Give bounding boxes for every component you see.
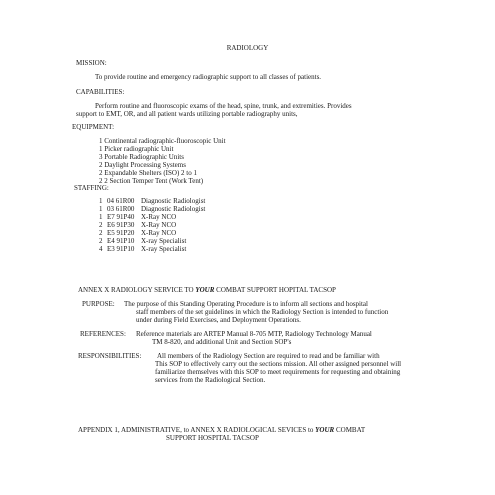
purpose-line-2: staff members of the set guidelines in which the Radiology Section is intended to function xyxy=(136,308,389,316)
equipment-item: 1 Picker radiographic Unit xyxy=(99,145,174,153)
mission-heading: MISSION: xyxy=(76,59,107,67)
purpose-line-3: under during Field Exercises, and Deployment Operations. xyxy=(136,316,301,324)
staffing-qty: 2 xyxy=(99,229,103,237)
staffing-role: X-ray Specialist xyxy=(141,245,187,253)
appendix-post: COMBAT xyxy=(334,426,366,434)
references-line-1: Reference materials are ARTEP Manual 8-705 MTP, Radiology Technology Manual xyxy=(136,330,372,338)
staffing-role: Diagnostic Radiologist xyxy=(141,197,206,205)
staffing-role: X-Ray NCO xyxy=(141,229,177,237)
equipment-item: 2 Daylight Processing Systems xyxy=(99,161,186,169)
appendix-heading xyxy=(78,426,365,434)
staffing-code: 03 61R00 xyxy=(107,205,135,213)
staffing-row xyxy=(99,237,205,245)
staffing-row xyxy=(99,245,205,253)
staffing-role: Diagnostic Radiologist xyxy=(141,205,206,213)
equipment-item: 3 Portable Radiographic Units xyxy=(99,153,184,161)
staffing-qty: 2 xyxy=(99,237,103,245)
capabilities-heading: CAPABILITIES: xyxy=(76,88,125,96)
equipment-item: 2 2 Section Temper Tent (Work Tent) xyxy=(99,177,204,185)
mission-text: To provide routine and emergency radiographic support to all classes of patients. xyxy=(95,73,322,81)
purpose-label: PURPOSE: xyxy=(82,300,115,308)
equipment-list xyxy=(99,137,226,185)
appendix-pre: APPENDIX 1, ADMINISTRATIVE, to ANNEX X RADIOLOGICAL SEVICES to xyxy=(78,426,316,434)
staffing-row xyxy=(99,213,205,221)
capabilities-line-1: Perform routine and fluoroscopic exams of the head, spine, trunk, and extremities. Provides xyxy=(95,102,352,110)
staffing-qty: 2 xyxy=(99,221,103,229)
staffing-code: E3 91P10 xyxy=(107,245,135,253)
annex-post: COMBAT SUPPORT HOPITAL TACSOP xyxy=(214,286,336,294)
staffing-row xyxy=(99,221,205,229)
responsibilities-line-3: familiarize themselves with this SOP to meet requirements for requesting and obtaining xyxy=(155,368,401,376)
staffing-role: X-Ray NCO xyxy=(141,221,177,229)
appendix-emph: YOUR xyxy=(315,426,335,434)
equipment-item: 1 Continental radiographic-fluoroscopic Unit xyxy=(99,137,226,145)
staffing-qty: 4 xyxy=(99,245,103,253)
responsibilities-line-1: All members of the Radiology Section are required to read and be familiar with xyxy=(157,352,380,360)
capabilities-line-2: support to EMT, OR, and all patient wards utilizing portable radiography units, xyxy=(76,110,298,118)
annex-emph: YOUR xyxy=(195,286,215,294)
page-title: RADIOLOGY xyxy=(226,44,269,52)
staffing-qty: 1 xyxy=(99,197,103,205)
staffing-code: E4 91P10 xyxy=(107,237,135,245)
responsibilities-label: RESPONSIBILITIES: xyxy=(78,352,142,360)
references-line-2: TM 8-820, and additional Unit and Section SOP's xyxy=(152,338,292,346)
responsibilities-line-4: services from the Radiological Section. xyxy=(155,376,266,384)
staffing-code: 04 61R00 xyxy=(107,197,135,205)
purpose-line-1: The purpose of this Standing Operating Procedure is to inform all sections and hospital xyxy=(124,300,368,308)
staffing-qty: 1 xyxy=(99,213,103,221)
staffing-role: X-Ray NCO xyxy=(141,213,177,221)
staffing-role: X-ray Specialist xyxy=(141,237,187,245)
annex-heading xyxy=(78,286,336,294)
appendix-line-2: SUPPORT HOSPITAL TACSOP xyxy=(166,434,259,442)
staffing-qty: 1 xyxy=(99,205,103,213)
staffing-row xyxy=(99,205,205,213)
equipment-heading: EQUIPMENT: xyxy=(72,123,115,131)
references-label: REFERENCES: xyxy=(80,330,126,338)
staffing-row xyxy=(99,197,205,205)
staffing-row xyxy=(99,229,205,237)
staffing-heading: STAFFING: xyxy=(74,184,109,192)
staffing-code: E7 91P40 xyxy=(107,213,135,221)
staffing-list xyxy=(99,197,205,253)
responsibilities-line-2: This SOP to effectively carry out the sections mission. All other assigned personnel will xyxy=(155,360,402,368)
staffing-code: E5 91P20 xyxy=(107,229,135,237)
equipment-item: 2 Expandable Shelters (ISO) 2 to 1 xyxy=(99,169,197,177)
annex-pre: ANNEX X RADIOLOGY SERVICE TO xyxy=(78,286,196,294)
staffing-code: E6 91P30 xyxy=(107,221,135,229)
